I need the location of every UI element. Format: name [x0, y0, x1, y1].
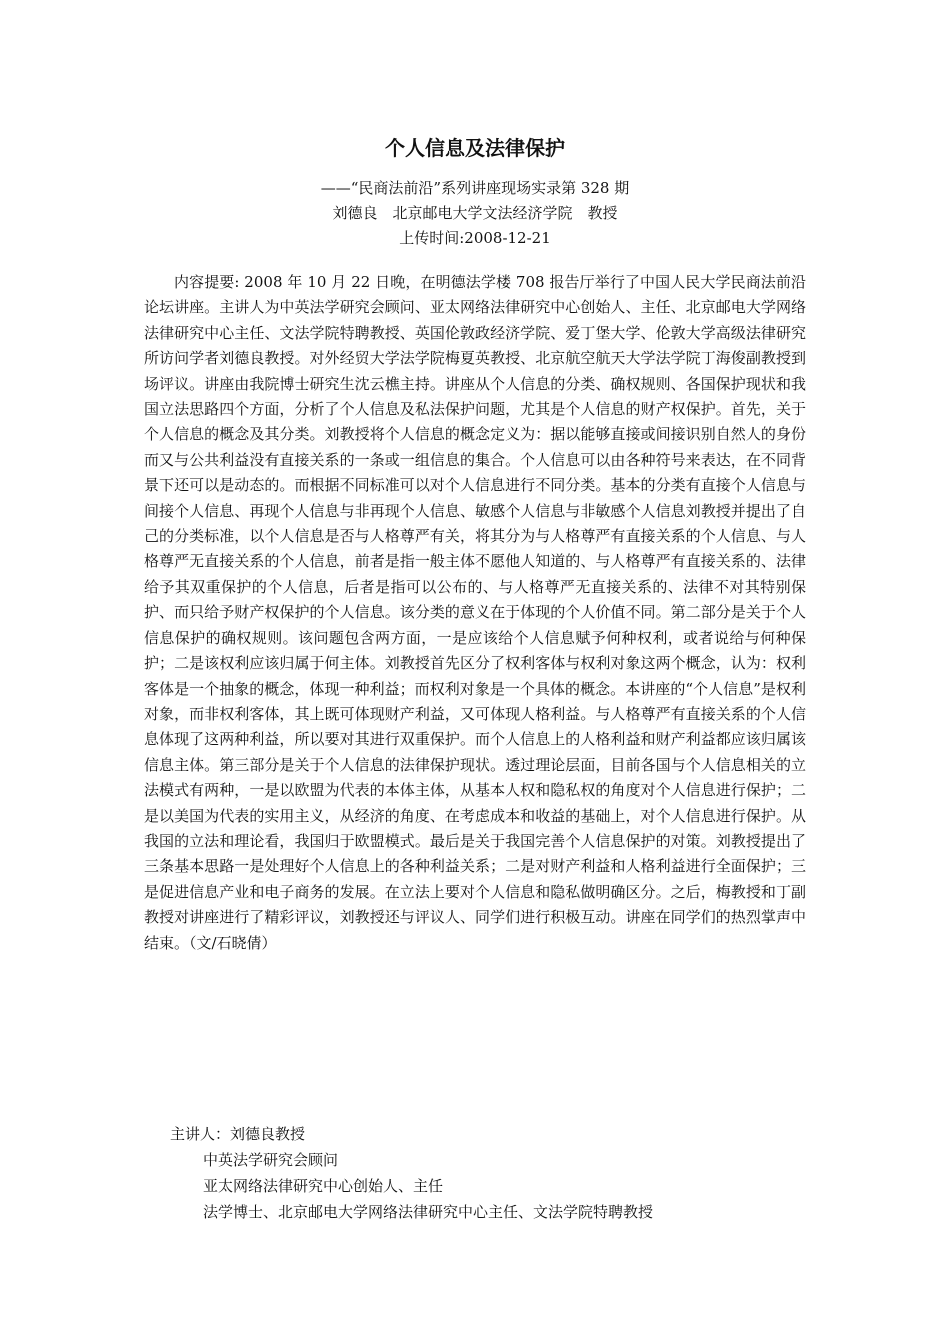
abstract-paragraph: 内容提要: 2008 年 10 月 22 日晚，在明德法学楼 708 报告厅举行了中国人民大学民商法前沿论坛讲座。主讲人为中英法学研究会顾问、亚太网络法律研究中心创始人、主任、北京邮电大学网络法律研究中心主任、文法学院特聘教授、英国伦敦政经济学院、爱丁堡大学、伦敦大学高级法律研究所访问学者刘德良教授。对外经贸大学法学院梅夏英教授、北京航空航天大学法学院丁海俊副教授到场评议。讲座由我院博士研究生沈云樵主持。讲座从个人信息的分类、确权规则、各国保护现状和我国立法思路四个方面，分析了个人信息及私法保护问题，尤其是个人信息的财产权保护。首先，关于个人信息的概念及其分类。刘教授将个人信息的概念定义为：据以能够直接或间接识别自然人的身份而又与公共利益没有直接关系的一条或一组信息的集合。个人信息可以由各种符号来表达，在不同背景下还可以是动态的。而根据不同标准可以对个人信息进行不同分类。基本的分类有直接个人信息与间接个人信息、再现个人信息与非再现个人信息、敏感个人信息与非敏感个人信息刘教授并提出了自己的分类标准，以个人信息是否与人格尊严有关，将其分为与人格尊严有直接关系的个人信息、与人格尊严无直接关系的个人信息，前者是指一般主体不愿他人知道的、与人格尊严有直接关系的、法律给予其双重保护的个人信息，后者是指可以公布的、与人格尊严无直接关系的、法律不对其特别保护、而只给予财产权保护的个人信息。该分类的意义在于体现的个人价值不同。第二部分是关于个人信息保护的确权规则。该问题包含两方面，一是应该给个人信息赋予何种权利，或者说给与何种保护；二是该权利应该归属于何主体。刘教授首先区分了权利客体与权利对象这两个概念，认为：权利客体是一个抽象的概念，体现一种利益；而权利对象是一个具体的概念。本讲座的“个人信息”是权利对象，而非权利客体，其上既可体现财产利益，又可体现人格利益。与人格尊严有直接关系的个人信息体现了这两种利益，所以要对其进行双重保护。而个人信息上的人格利益和财产利益都应该归属该信息主体。第三部分是关于个人信息的法律保护现状。透过理论层面，目前各国与个人信息相关的立法模式有两种，一是以欧盟为代表的本体主体，从基本人权和隐私权的角度对个人信息进行保护；二是以美国为代表的实用主义，从经济的角度、在考虑成本和收益的基础上，对个人信息进行保护。从我国的立法和理论看，我国归于欧盟模式。最后是关于我国完善个人信息保护的对策。刘教授提出了三条基本思路一是处理好个人信息上的各种利益关系；二是对财产利益和人格利益进行全面保护；三是促进信息产业和电子商务的发展。在立法上要对个人信息和隐私做明确区分。之后，梅教授和丁副教授对讲座进行了精彩评议，刘教授还与评议人、同学们进行积极互动。讲座在同学们的热烈掌声中结束。（文/石晓倩）	[144, 273, 806, 952]
speaker-role: 亚太网络法律研究中心创始人、主任	[203, 1177, 444, 1195]
series-subtitle: ——“民商法前沿”系列讲座现场实录第 328 期	[320, 179, 630, 197]
speaker-name-line: 主讲人：刘德良教授	[170, 1125, 306, 1143]
speaker-role: 法学博士、北京邮电大学网络法律研究中心主任、文法学院特聘教授	[203, 1203, 654, 1221]
speaker-section	[0, 1121, 950, 1225]
upload-time: 上传时间:2008-12-21	[399, 229, 551, 247]
document-title: 个人信息及法律保护	[385, 136, 565, 160]
speaker-role: 中英法学研究会顾问	[203, 1151, 339, 1169]
author-line: 刘德良 北京邮电大学文法经济学院 教授	[332, 204, 618, 222]
